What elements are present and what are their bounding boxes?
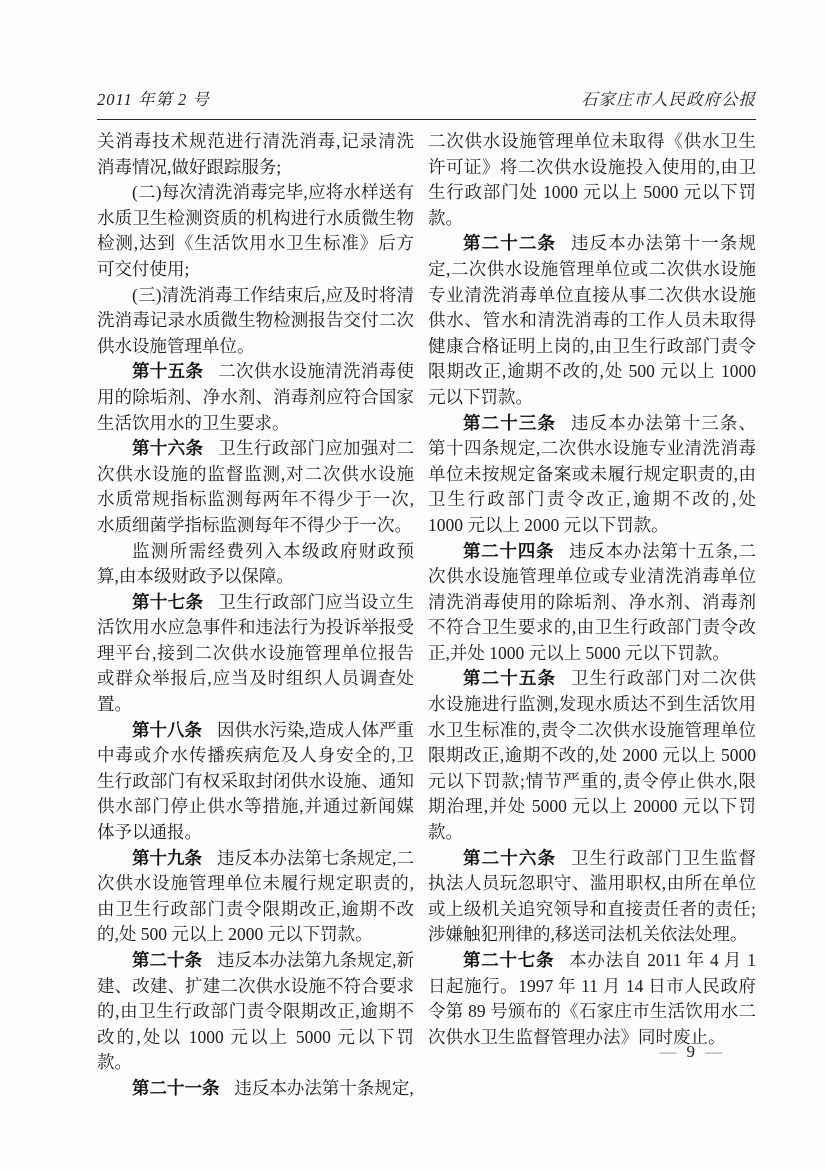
paragraph [428, 948, 756, 1050]
article-number: 第二十三条 [463, 412, 557, 433]
article-number: 第十六条 [132, 438, 204, 459]
page-header [97, 86, 756, 120]
paragraph [428, 411, 756, 539]
paragraph-text: 卫生行政部门卫生监督执法人员玩忽职守、滥用职权,由所在单位或上级机关追究领导和直接责任者的责任;涉嫌触犯刑律的,移送司法机关依法处理。 [428, 847, 757, 945]
article-number: 第十五条 [132, 361, 204, 382]
paragraph [97, 948, 414, 1076]
paragraph-text: 因供水污染,造成人体严重中毒或介水传播疾病危及人身安全的,卫生行政部门有权采取封闭供水设施、通知供水部门停止供水等措施,并通过新闻媒体予以通报。 [97, 719, 415, 843]
paragraph-text: 违反本办法第七条规定,二次供水设施管理单位未履行规定职责的,由卫生行政部门责令限期改正,逾期不改的,处 500 元以上 2000 元以下罚款。 [97, 847, 415, 945]
paragraph [97, 180, 414, 282]
paragraph [97, 539, 414, 590]
paragraph [97, 590, 414, 718]
paragraph-text: 违反本办法第十三条、第十四条规定,二次供水设施专业清洗消毒单位未按规定备案或未履行规定职责的,由卫生行政部门责令改正,逾期不改的,处 1000 元以上 2000 元以下罚款。 [428, 412, 757, 535]
paragraph-text: (二)每次清洗消毒完毕,应将水样送有水质卫生检测资质的机构进行水质微生物检测,达到《生活饮用水卫生标准》后方可交付使用; [97, 182, 414, 279]
article-number: 第二十二条 [463, 233, 557, 254]
article-number: 第十七条 [132, 591, 204, 612]
paragraph-text: 违反本办法第十一条规定,二次供水设施管理单位或二次供水设施专业清洗消毒单位直接从事二次供水设施供水、管水和清洗消毒的工作人员未取得健康合格证明上岗的,由卫生行政部门责令限期改正,逾期不改的,处 500 元以上 1000 元以下罚款。 [428, 233, 757, 407]
article-number: 第二十四条 [463, 540, 555, 561]
paragraph-text: (三)清洗消毒工作结束后,应及时将清洗消毒记录水质微生物检测报告交付二次供水设施管理单位。 [97, 284, 414, 356]
paragraph-text: 违反本办法第十条规定, [234, 1077, 414, 1098]
gazette-title: 石家庄市人民政府公报 [581, 90, 756, 109]
footer-dash-left: — [659, 1042, 677, 1061]
paragraph [97, 718, 414, 846]
right-column [428, 129, 756, 1050]
article-number: 第二十一条 [132, 1077, 220, 1098]
paragraph [97, 129, 414, 180]
page-number: 9 [686, 1042, 695, 1061]
article-number: 第二十条 [132, 950, 203, 970]
paragraph-text: 本办法自 2011 年 4 月 1 日起施行。1997 年 11 月 14 日市人民政府令第 89 号颁布的《石家庄市生活饮用水二次供水卫生监督管理办法》同时废止。 [428, 950, 756, 1047]
paragraph-text: 卫生行政部门应当设立生活饮用水应急事件和违法行为投诉举报受理平台,接到二次供水设施管理单位报告或群众举报后,应当及时组织人员调查处置。 [97, 591, 415, 715]
paragraph-text: 关消毒技术规范进行清洗消毒,记录清洗消毒情况,做好跟踪服务; [97, 131, 414, 177]
paragraph-text: 二次供水设施管理单位未取得《供水卫生许可证》将二次供水设施投入使用的,由卫生行政部门处 1000 元以上 5000 元以下罚款。 [428, 131, 756, 228]
article-number: 第二十五条 [463, 668, 557, 689]
paragraph-text: 卫生行政部门应加强对二次供水设施的监督监测,对二次供水设施水质常规指标监测每两年不得少于一次,水质细菌学指标监测每年不得少于一次。 [97, 438, 415, 535]
paragraph-text: 卫生行政部门对二次供水设施进行监测,发现水质达不到生活饮用水卫生标准的,责令二次供水设施管理单位限期改正,逾期不改的,处 2000 元以上 5000 元以下罚款;情节严重的,责令停止供水,限期治理,并处 5000 元以上 20000 元以下罚款。 [428, 668, 757, 843]
paragraph-text: 二次供水设施清洗消毒使用的除垢剂、净水剂、消毒剂应符合国家生活饮用水的卫生要求。 [97, 361, 415, 433]
footer-dash-right: — [705, 1042, 722, 1061]
paragraph [428, 846, 756, 948]
paragraph [97, 283, 414, 360]
paragraph [97, 436, 414, 538]
article-number: 第十九条 [132, 847, 203, 868]
left-column [97, 129, 414, 1102]
issue-number: 2011 年第 2 号 [97, 90, 210, 109]
paragraph [428, 539, 756, 667]
article-number: 第二十六条 [463, 847, 557, 868]
article-number: 第二十七条 [463, 950, 555, 970]
page-footer [660, 1042, 723, 1062]
paragraph [97, 846, 414, 948]
article-number: 第十八条 [132, 719, 203, 740]
paragraph [97, 359, 414, 436]
paragraph-text: 违反本办法第十五条,二次供水设施管理单位或专业清洗消毒单位清洗消毒使用的除垢剂、净水剂、消毒剂不符合卫生要求的,由卫生行政部门责令改正,并处 1000 元以上 5000 元以下罚款。 [428, 540, 756, 663]
paragraph [97, 1076, 414, 1102]
paragraph [428, 666, 756, 845]
paragraph-text: 违反本办法第九条规定,新建、改建、扩建二次供水设施不符合要求的,由卫生行政部门责令限期改正,逾期不改的,处以 1000 元以上 5000 元以下罚款。 [97, 950, 415, 1073]
paragraph-text: 监测所需经费列入本级政府财政预算,由本级财政予以保障。 [97, 540, 414, 587]
paragraph [428, 129, 756, 231]
paragraph [428, 231, 756, 410]
